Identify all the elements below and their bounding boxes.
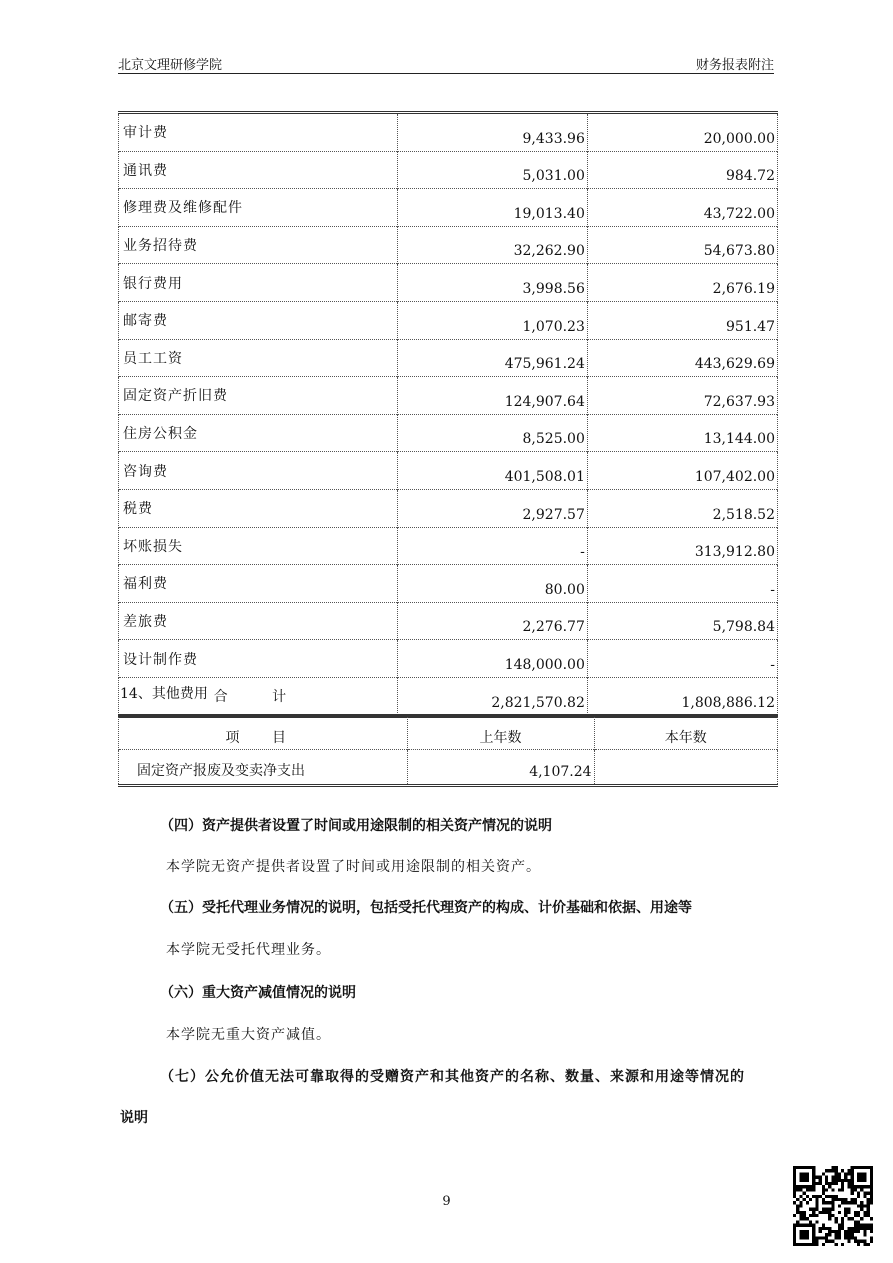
page-number: 9 (442, 1194, 451, 1209)
expense-label: 咨询费 (119, 452, 398, 490)
section-14-title: 14、其他费用 (120, 686, 208, 702)
total-label: 合 计 (119, 677, 398, 716)
prior-year-value: 32,262.90 (397, 226, 587, 264)
section-4-body: 本学院无资产提供者设置了时间或用途限制的相关资产。 (166, 859, 541, 875)
prior-year-value: 475,961.24 (397, 339, 587, 377)
table-row (119, 602, 778, 640)
other-expense-table (118, 714, 778, 787)
expense-label: 税费 (119, 489, 398, 527)
prior-year-value: 1,070.23 (397, 301, 587, 339)
table-row (119, 189, 778, 227)
header-divider (118, 73, 774, 74)
header-organization: 北京文理研修学院 (118, 58, 223, 73)
expense-label: 邮寄费 (119, 301, 398, 339)
prior-year-value: 8,525.00 (397, 414, 587, 452)
current-year-value: 54,673.80 (587, 226, 777, 264)
prior-year-value: 401,508.01 (397, 452, 587, 490)
expense-label: 差旅费 (119, 602, 398, 640)
table-row (119, 226, 778, 264)
expense-label: 固定资产折旧费 (119, 377, 398, 415)
current-year-value (594, 750, 777, 786)
expense-label: 设计制作费 (119, 640, 398, 678)
current-year-value: 443,629.69 (587, 339, 777, 377)
current-year-value: 13,144.00 (587, 414, 777, 452)
prior-year-value: - (397, 527, 587, 565)
table-row (119, 113, 778, 152)
table-row (119, 264, 778, 302)
column-header-current-year: 本年数 (594, 716, 777, 750)
section-5-body: 本学院无受托代理业务。 (166, 942, 331, 958)
prior-year-value: 80.00 (397, 565, 587, 603)
expense-label: 修理费及维修配件 (119, 189, 398, 227)
current-year-value: 2,518.52 (587, 489, 777, 527)
table-row (119, 527, 778, 565)
table-row (119, 377, 778, 415)
table-row (119, 151, 778, 189)
table-row (119, 301, 778, 339)
table-row (119, 339, 778, 377)
expense-label: 业务招待费 (119, 226, 398, 264)
column-header-item: 项 目 (119, 716, 408, 750)
current-year-value: 107,402.00 (587, 452, 777, 490)
prior-year-value: 124,907.64 (397, 377, 587, 415)
table-row (119, 565, 778, 603)
prior-year-value: 9,433.96 (397, 113, 587, 152)
current-year-value: 951.47 (587, 301, 777, 339)
expense-label: 通讯费 (119, 151, 398, 189)
section-6-body: 本学院无重大资产减值。 (166, 1027, 331, 1043)
expense-table (118, 111, 778, 718)
prior-year-value: 2,276.77 (397, 602, 587, 640)
prior-year-value: 2,927.57 (397, 489, 587, 527)
section-7-heading: （七）公允价值无法可靠取得的受赠资产和其他资产的名称、数量、来源和用途等情况的 (160, 1069, 745, 1085)
section-4-heading: （四）资产提供者设置了时间或用途限制的相关资产情况的说明 (160, 818, 552, 834)
current-year-value: 20,000.00 (587, 113, 777, 152)
page-header (118, 52, 774, 74)
current-year-value: 984.72 (587, 151, 777, 189)
current-year-value: 313,912.80 (587, 527, 777, 565)
table-row (119, 414, 778, 452)
section-5-heading: （五）受托代理业务情况的说明，包括受托代理资产的构成、计价基础和依据、用途等 (160, 900, 692, 916)
column-header-prior-year: 上年数 (407, 716, 594, 750)
current-year-value: - (587, 640, 777, 678)
expense-label: 福利费 (119, 565, 398, 603)
prior-year-value: 5,031.00 (397, 151, 587, 189)
expense-label: 住房公积金 (119, 414, 398, 452)
prior-year-value: 19,013.40 (397, 189, 587, 227)
total-current-year: 1,808,886.12 (587, 677, 777, 716)
current-year-value: 2,676.19 (587, 264, 777, 302)
header-document-title: 财务报表附注 (695, 58, 774, 73)
table-header-row (119, 716, 778, 750)
expense-label: 银行费用 (119, 264, 398, 302)
current-year-value: 43,722.00 (587, 189, 777, 227)
total-row (119, 677, 778, 716)
total-prior-year: 2,821,570.82 (397, 677, 587, 716)
current-year-value: 5,798.84 (587, 602, 777, 640)
table-row (119, 750, 778, 786)
prior-year-value: 148,000.00 (397, 640, 587, 678)
current-year-value: - (587, 565, 777, 603)
table-row (119, 489, 778, 527)
prior-year-value: 4,107.24 (407, 750, 594, 786)
qr-code-icon (793, 1166, 873, 1246)
section-6-heading: （六）重大资产减值情况的说明 (160, 985, 356, 1001)
table-row (119, 640, 778, 678)
expense-label: 坏账损失 (119, 527, 398, 565)
expense-label: 审计费 (119, 113, 398, 152)
table-row (119, 452, 778, 490)
current-year-value: 72,637.93 (587, 377, 777, 415)
row-label: 固定资产报废及变卖净支出 (119, 750, 408, 786)
prior-year-value: 3,998.56 (397, 264, 587, 302)
expense-label: 员工工资 (119, 339, 398, 377)
section-7-heading-continued: 说明 (120, 1110, 148, 1126)
